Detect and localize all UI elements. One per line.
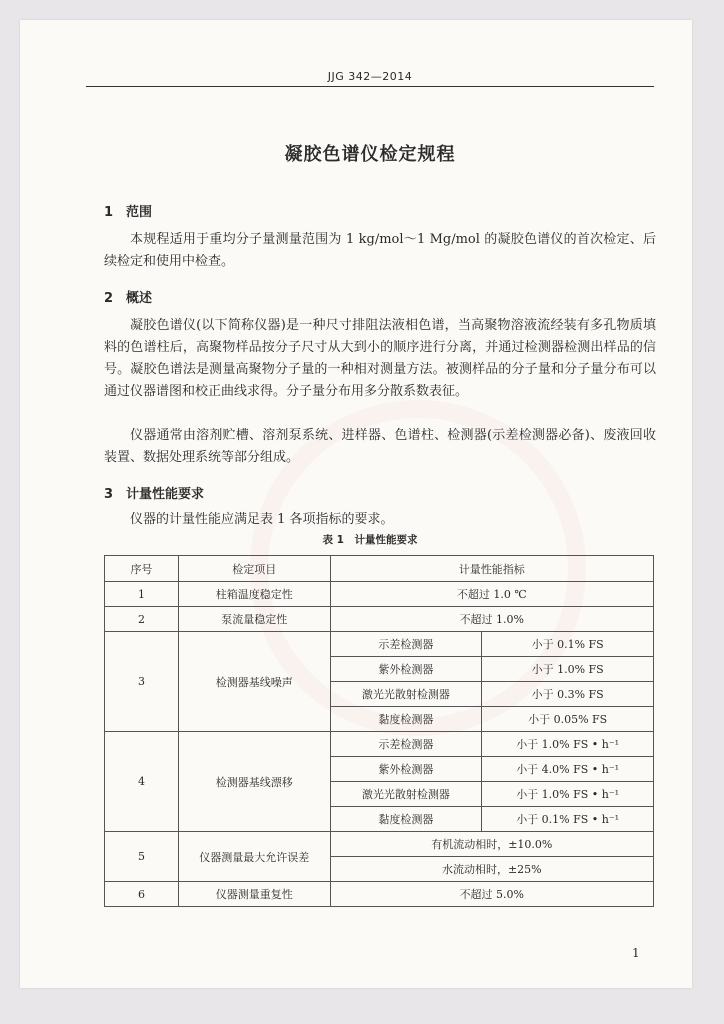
table-row <box>105 832 654 857</box>
row-spec: 不超过 1.0% <box>330 607 653 632</box>
row-no: 2 <box>105 607 179 632</box>
table-row <box>105 882 654 907</box>
section-number: 1 <box>104 205 114 220</box>
detector-name: 示差检测器 <box>330 732 482 757</box>
row-spec: 不超过 1.0 ℃ <box>330 582 653 607</box>
section-1-heading <box>104 201 152 220</box>
section-2-paragraph-2: 仪器通常由溶剂贮槽、溶剂泵系统、进样器、色谱柱、检测器(示差检测器必备)、废液回收装置、数据处理系统等部分组成。 <box>104 428 656 465</box>
row-item: 泵流量稳定性 <box>178 607 330 632</box>
table-row <box>105 607 654 632</box>
detector-name: 激光光散射检测器 <box>330 682 482 707</box>
document-code-header: JJG 342—2014 <box>327 70 413 83</box>
section-2-heading <box>104 287 152 306</box>
header-rule <box>86 86 654 87</box>
detector-name: 激光光散射检测器 <box>330 782 482 807</box>
row-item: 仪器测量重复性 <box>178 882 330 907</box>
performance-table <box>104 555 654 907</box>
detector-spec: 小于 0.1% FS • h⁻¹ <box>482 807 654 832</box>
detector-spec: 小于 0.1% FS <box>482 632 654 657</box>
detector-name: 黏度检测器 <box>330 807 482 832</box>
section-number: 2 <box>104 291 114 306</box>
table-row <box>105 732 654 757</box>
detector-name: 黏度检测器 <box>330 707 482 732</box>
page-number: 1 <box>632 946 640 960</box>
row-no: 6 <box>105 882 179 907</box>
detector-spec: 小于 0.3% FS <box>482 682 654 707</box>
detector-spec: 小于 0.05% FS <box>482 707 654 732</box>
header-spec: 计量性能指标 <box>330 556 653 582</box>
table-caption: 表 1 计量性能要求 <box>322 534 418 546</box>
row-spec: 有机流动相时，±10.0% <box>330 832 653 857</box>
detector-name: 紫外检测器 <box>330 657 482 682</box>
section-2-paragraph-1: 凝胶色谱仪(以下简称仪器)是一种尺寸排阻法液相色谱，当高聚物溶液流经装有多孔物质填料的色谱柱后，高聚物样品按分子尺寸从大到小的顺序进行分离，并通过检测器检测出样品的信号。凝胶色谱法是测量高聚物分子量的一种相对测量方法。被测样品的分子量和分子量分布可以通过仪器谱图和校正曲线求得。分子量分布用多分散系数表征。 <box>104 318 656 399</box>
section-3-heading <box>104 483 204 502</box>
section-1-paragraph: 本规程适用于重均分子量测量范围为 1 kg/mol～1 Mg/mol 的凝胶色谱仪的首次检定、后续检定和使用中检查。 <box>104 232 656 269</box>
section-title: 范围 <box>126 205 153 220</box>
row-item: 柱箱温度稳定性 <box>178 582 330 607</box>
row-item: 仪器测量最大允许误差 <box>178 832 330 882</box>
detector-spec: 小于 1.0% FS • h⁻¹ <box>482 732 654 757</box>
document-title: 凝胶色谱仪检定规程 <box>284 144 456 165</box>
row-spec: 水流动相时，±25% <box>330 857 653 882</box>
row-no: 3 <box>105 632 179 732</box>
table-header-row <box>105 556 654 582</box>
row-spec: 不超过 5.0% <box>330 882 653 907</box>
table-row <box>105 582 654 607</box>
detector-spec: 小于 4.0% FS • h⁻¹ <box>482 757 654 782</box>
detector-name: 示差检测器 <box>330 632 482 657</box>
section-title: 概述 <box>126 291 153 306</box>
row-item: 检测器基线漂移 <box>178 732 330 832</box>
section-3-paragraph: 仪器的计量性能应满足表 1 各项指标的要求。 <box>130 512 394 527</box>
section-number: 3 <box>104 487 114 502</box>
detector-spec: 小于 1.0% FS <box>482 657 654 682</box>
section-title: 计量性能要求 <box>126 487 205 502</box>
row-item: 检测器基线噪声 <box>178 632 330 732</box>
row-no: 4 <box>105 732 179 832</box>
header-no: 序号 <box>105 556 179 582</box>
detector-spec: 小于 1.0% FS • h⁻¹ <box>482 782 654 807</box>
header-item: 检定项目 <box>178 556 330 582</box>
row-no: 5 <box>105 832 179 882</box>
row-no: 1 <box>105 582 179 607</box>
table-row <box>105 632 654 657</box>
detector-name: 紫外检测器 <box>330 757 482 782</box>
